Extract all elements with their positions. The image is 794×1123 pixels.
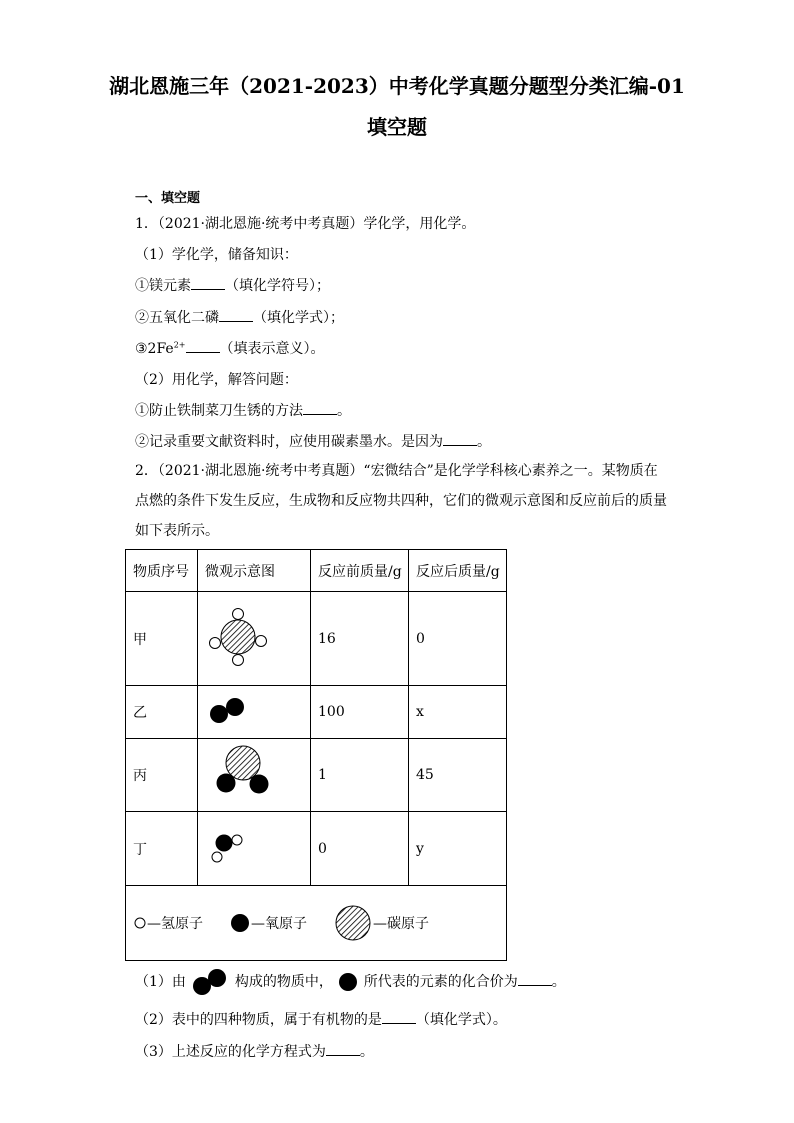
carbon-dioxide-molecule-icon [205, 743, 275, 803]
q1-item5-end: 。 [477, 434, 491, 450]
answer-blank [382, 1011, 416, 1024]
q1-item3-hint: （填表示意义）。 [219, 341, 325, 357]
substance-name: 甲 [126, 592, 198, 686]
q1-item1-text: ①镁元素 [135, 278, 191, 294]
legend-hydrogen [133, 913, 203, 933]
header-cell: 反应后质量/g [409, 550, 507, 592]
methane-molecule-icon [205, 605, 275, 669]
q2-sub3 [135, 1041, 374, 1061]
q1-item4-text: ①防止铁制菜刀生锈的方法 [135, 403, 303, 419]
header-cell: 反应前质量/g [311, 550, 409, 592]
doc-title-line1: 湖北恩施三年（2021-2023）中考化学真题分题型分类汇编-01 [109, 74, 685, 98]
answer-blank [303, 402, 337, 415]
answer-blank [518, 973, 552, 986]
table-row [126, 739, 507, 812]
header-cell: 物质序号 [126, 550, 198, 592]
q1-item4-end: 。 [337, 403, 351, 419]
molecule-diagram [198, 686, 311, 739]
q1-item2 [135, 307, 344, 327]
q1-item5-text: ②记录重要文献资料时，应使用碳素墨水。是因为 [135, 434, 443, 450]
legend-cell [126, 886, 507, 961]
mass-after: x [409, 686, 507, 739]
mass-before: 1 [311, 739, 409, 812]
q1-item1 [135, 275, 330, 295]
table-header-row [126, 550, 507, 592]
q2-sub3-end: 。 [359, 1044, 374, 1060]
mass-after: 45 [409, 739, 507, 812]
legend-carbon [333, 903, 429, 943]
charge-superscript: 2+ [173, 340, 186, 350]
answer-blank [443, 433, 477, 446]
q2-sub3-text: （3）上述反应的化学方程式为 [135, 1044, 326, 1060]
molecule-diagram [198, 812, 311, 886]
legend-label: —氧原子 [251, 916, 307, 932]
hydrogen-atom-icon [133, 916, 147, 930]
q1-part2: （2）用化学，解答问题： [135, 372, 298, 388]
legend-label: —氢原子 [147, 916, 203, 932]
carbon-atom-icon [333, 903, 373, 943]
mass-after: 0 [409, 592, 507, 686]
legend-oxygen [229, 912, 307, 934]
oxygen-molecule-icon [205, 692, 255, 728]
q1-part1: （1）学化学，储备知识： [135, 247, 298, 263]
oxygen-atom-icon [337, 971, 359, 993]
q2-sub2-text: （2）表中的四种物质，属于有机物的是 [135, 1012, 382, 1028]
mass-before: 16 [311, 592, 409, 686]
atom-legend [133, 903, 506, 943]
answer-blank [186, 340, 220, 353]
q2-sub2-hint: （填化学式）。 [415, 1012, 507, 1028]
section-heading: 一、填空题 [135, 191, 201, 206]
q1-stem: 1．（2021·湖北恩施·统考中考真题）学化学，用化学。 [135, 216, 476, 232]
answer-blank [326, 1043, 360, 1056]
q2-sub1-end: 。 [551, 974, 566, 990]
substance-name: 乙 [126, 686, 198, 739]
water-molecule-icon [205, 827, 255, 867]
q2-sub1-text: （1）由 [135, 974, 186, 990]
mass-before: 0 [311, 812, 409, 886]
answer-blank [219, 309, 253, 322]
q1-item3-text: ③2Fe [135, 341, 174, 357]
oxygen-atom-icon [229, 912, 251, 934]
mass-after: y [409, 812, 507, 886]
answer-blank [191, 277, 225, 290]
substance-name: 丁 [126, 812, 198, 886]
q1-item3 [135, 338, 325, 358]
substance-name: 丙 [126, 739, 198, 812]
table-row [126, 812, 507, 886]
q2-sub1-text: 所代表的元素的化合价为 [363, 974, 518, 990]
oxygen-molecule-icon [190, 966, 230, 998]
legend-label: —碳原子 [373, 916, 429, 932]
q2-sub1 [135, 966, 566, 998]
molecule-diagram [198, 739, 311, 812]
doc-title-line2: 填空题 [367, 115, 427, 139]
q1-item4 [135, 400, 351, 420]
table-row [126, 592, 507, 686]
table-row [126, 686, 507, 739]
mass-table [125, 549, 507, 961]
q1-item5 [135, 431, 491, 451]
q1-item1-hint: （填化学符号）； [225, 278, 330, 294]
q1-item2-text: ②五氧化二磷 [135, 310, 219, 326]
molecule-diagram [198, 592, 311, 686]
q2-sub2 [135, 1009, 507, 1029]
q2-stem: 2．（2021·湖北恩施·统考中考真题）“宏微结合”是化学学科核心素养之一。某物质在点燃的条件下发生反应，生成物和反应物共四种，它们的微观示意图和反应前后的质量如下表所示。 [135, 463, 667, 539]
header-cell: 微观示意图 [198, 550, 311, 592]
q1-item2-hint: （填化学式）； [253, 310, 344, 326]
legend-row [126, 886, 507, 961]
q2-sub1-text: 构成的物质中， [234, 974, 333, 990]
mass-before: 100 [311, 686, 409, 739]
